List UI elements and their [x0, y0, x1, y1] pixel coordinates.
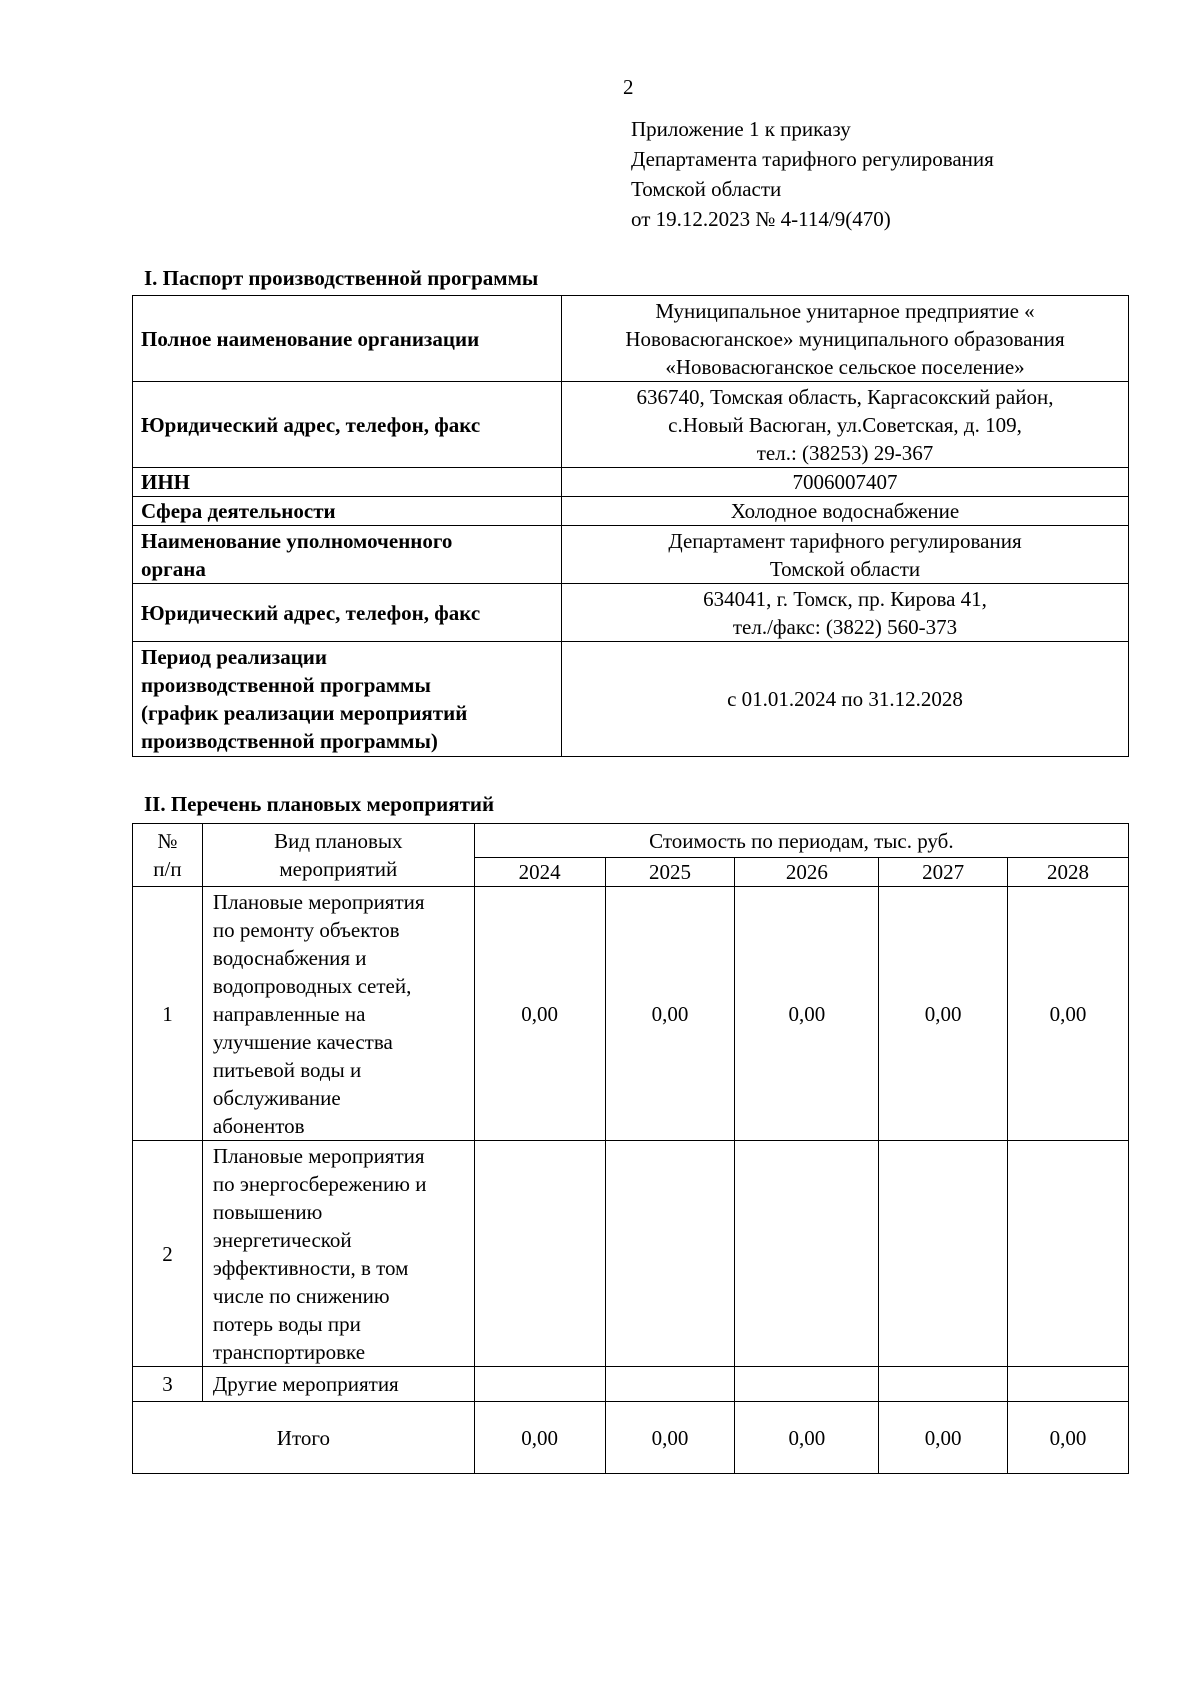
table-row [133, 1367, 1129, 1402]
total-value: 0,00 [1008, 1402, 1129, 1474]
table-row [133, 1141, 1129, 1367]
row-text: Плановые мероприятия по энергосбережению и повышению энергетической эффективности, в том числе по снижению потерь воды при транспортировке [202, 1141, 474, 1367]
passport-value: Муниципальное унитарное предприятие « Нововасюганское» муниципального образования «Нововасюганское сельское поселение» [562, 296, 1129, 382]
header-year: 2027 [879, 858, 1008, 887]
table-header-row [133, 824, 1129, 858]
row-value [1008, 1141, 1129, 1367]
row-value [605, 1367, 735, 1402]
passport-label: ИНН [133, 468, 562, 497]
row-text: Плановые мероприятия по ремонту объектов водоснабжения и водопроводных сетей, направленные на улучшение качества питьевой воды и обслуживание абонентов [202, 887, 474, 1141]
total-value: 0,00 [879, 1402, 1008, 1474]
table-row [133, 642, 1129, 757]
page-number: 2 [623, 75, 634, 99]
appendix-line: Департамента тарифного регулирования [631, 147, 994, 171]
table-row [133, 382, 1129, 468]
row-value [879, 1141, 1008, 1367]
passport-label: Наименование уполномоченного органа [133, 526, 562, 584]
header-kind: Вид плановых мероприятий [202, 824, 474, 887]
table-row [133, 584, 1129, 642]
passport-value: Департамент тарифного регулирования Томской области [562, 526, 1129, 584]
table-row [133, 468, 1129, 497]
row-value: 0,00 [1008, 887, 1129, 1141]
total-value: 0,00 [605, 1402, 735, 1474]
appendix-line: от 19.12.2023 № 4-114/9(470) [631, 207, 891, 231]
row-num: 1 [133, 887, 203, 1141]
header-cost: Стоимость по периодам, тыс. руб. [474, 824, 1128, 858]
row-value: 0,00 [879, 887, 1008, 1141]
passport-label: Период реализации производственной программы (график реализации мероприятий производственной программы) [133, 642, 562, 757]
table-row [133, 526, 1129, 584]
header-year: 2025 [605, 858, 735, 887]
table-row [133, 497, 1129, 526]
row-num: 2 [133, 1141, 203, 1367]
row-value [1008, 1367, 1129, 1402]
header-year: 2024 [474, 858, 605, 887]
section-2-title: II. Перечень плановых мероприятий [144, 792, 495, 816]
total-row [133, 1402, 1129, 1474]
row-value [474, 1141, 605, 1367]
header-year: 2028 [1008, 858, 1129, 887]
row-num: 3 [133, 1367, 203, 1402]
table-row [133, 887, 1129, 1141]
total-value: 0,00 [735, 1402, 879, 1474]
passport-label: Юридический адрес, телефон, факс [133, 382, 562, 468]
row-value [735, 1367, 879, 1402]
passport-value: с 01.01.2024 по 31.12.2028 [562, 642, 1129, 757]
passport-table [132, 295, 1129, 757]
table-row [133, 296, 1129, 382]
appendix-line: Томской области [631, 177, 782, 201]
header-num: № п/п [133, 824, 203, 887]
passport-value: Холодное водоснабжение [562, 497, 1129, 526]
plan-table [132, 823, 1129, 1474]
passport-value: 636740, Томская область, Каргасокский район, с.Новый Васюган, ул.Советская, д. 109, тел.: (38253) 29-367 [562, 382, 1129, 468]
total-value: 0,00 [474, 1402, 605, 1474]
appendix-line: Приложение 1 к приказу [631, 117, 851, 141]
row-value [605, 1141, 735, 1367]
row-value: 0,00 [474, 887, 605, 1141]
passport-label: Юридический адрес, телефон, факс [133, 584, 562, 642]
header-year: 2026 [735, 858, 879, 887]
row-value: 0,00 [735, 887, 879, 1141]
passport-label: Полное наименование организации [133, 296, 562, 382]
total-label: Итого [133, 1402, 475, 1474]
section-1-title: I. Паспорт производственной программы [144, 266, 539, 290]
passport-label: Сфера деятельности [133, 497, 562, 526]
row-value [474, 1367, 605, 1402]
row-value [735, 1141, 879, 1367]
passport-value: 7006007407 [562, 468, 1129, 497]
row-value: 0,00 [605, 887, 735, 1141]
row-text: Другие мероприятия [202, 1367, 474, 1402]
appendix-header [631, 114, 1151, 234]
passport-value: 634041, г. Томск, пр. Кирова 41, тел./факс: (3822) 560-373 [562, 584, 1129, 642]
row-value [879, 1367, 1008, 1402]
